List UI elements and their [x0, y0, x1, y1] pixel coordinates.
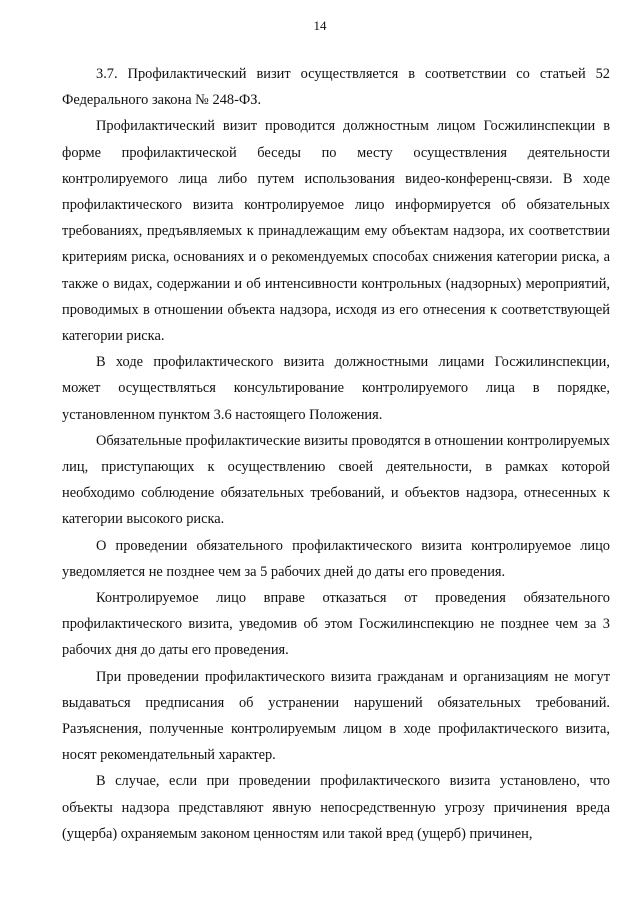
- paragraph-no-orders: При проведении профилактического визита гражданам и организациям не могут выдаваться предписания об устранении нарушений обязательных требований. Разъяснения, полученные контролируемым лицом в ходе профилактического визита, носят рекомендательный характер.: [62, 668, 610, 764]
- paragraph-direct-threat: В случае, если при проведении профилактического визита установлено, что объекты надзора представляют явную непосредственную угрозу причинения вреда (ущерба) охраняемым законом ценностям или такой вред (ущерб) причинен,: [62, 773, 610, 842]
- paragraph-refusal: Контролируемое лицо вправе отказаться от проведения обязательного профилактического визита, уведомив об этом Госжилинспекцию не позднее чем за 3 рабочих дня до даты его проведения.: [62, 590, 610, 659]
- paragraph-notification: О проведении обязательного профилактического визита контролируемое лицо уведомляется не позднее чем за 5 рабочих дней до даты его проведения.: [62, 537, 610, 580]
- page-number: 14: [313, 18, 327, 33]
- paragraph-consultation: В ходе профилактического визита должностными лицами Госжилинспекции, может осуществляться консультирование контролируемого лица в порядке, установленном пунктом 3.6 настоящего Положения.: [62, 354, 610, 423]
- paragraph-3-7: 3.7. Профилактический визит осуществляется в соответствии со статьей 52 Федерального закона № 248-ФЗ.: [62, 66, 610, 109]
- body-text: [62, 61, 610, 847]
- paragraph-visit-conduct: Профилактический визит проводится должностным лицом Госжилинспекции в форме профилактической беседы по месту осуществления деятельности контролируемого лица либо путем использования видео-конференц-связи. В ходе профилактического визита контролируемое лицо информируется об обязательных требованиях, предъявляемых к принадлежащим ему объектам надзора, их соответствии критериям риска, основаниях и о рекомендуемых способах снижения категории риска, а также о видах, содержании и об интенсивности контрольных (надзорных) мероприятий, проводимых в отношении объекта надзора, исходя из его отнесения к соответствующей категории риска.: [62, 118, 610, 345]
- paragraph-mandatory-visits: Обязательные профилактические визиты проводятся в отношении контролируемых лиц, приступающих к осуществлению своей деятельности, в рамках которой необходимо соблюдение обязательных требований, и объектов надзора, отнесенных к категории высокого риска.: [62, 432, 610, 528]
